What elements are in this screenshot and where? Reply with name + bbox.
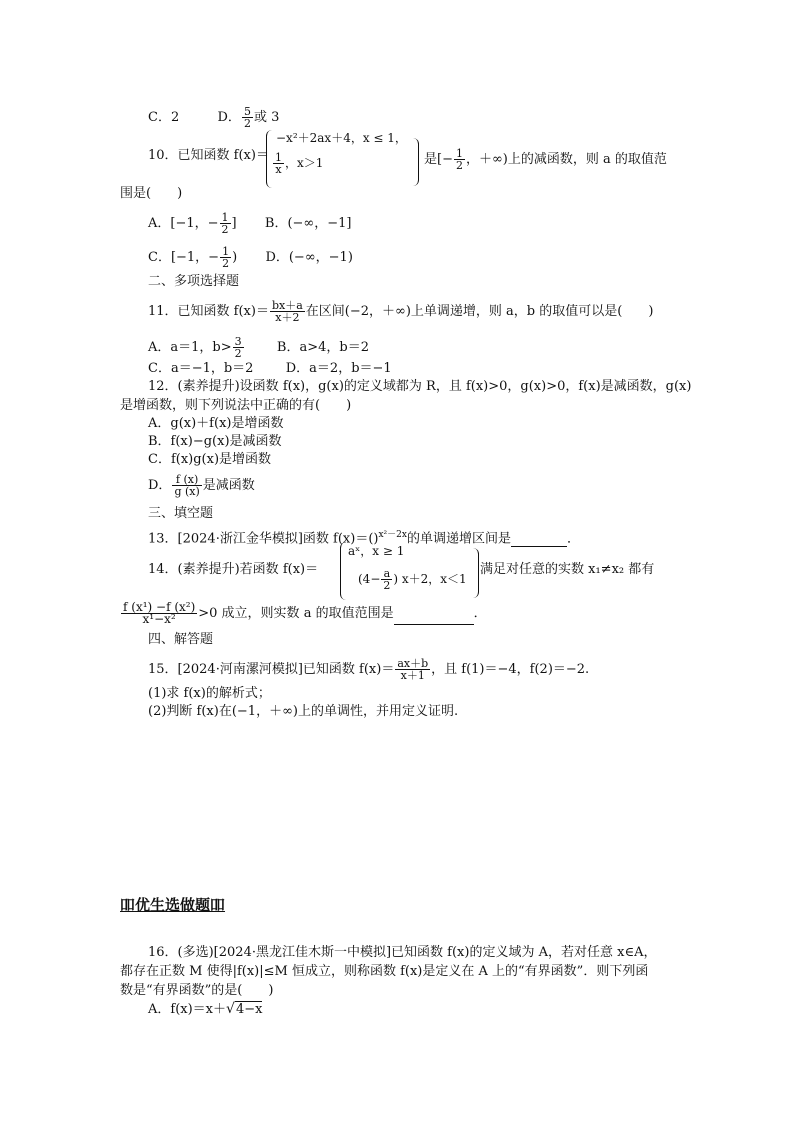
fraction-numerator: 5 xyxy=(243,105,251,118)
q13-suffix: 的单调递增区间是 xyxy=(406,531,511,547)
fraction-denominator: 2 xyxy=(243,117,251,130)
fraction-numerator: 1 xyxy=(222,245,230,258)
fraction-numerator: a xyxy=(381,568,392,580)
q14-prefix: 14．(素养提升)若函数 f(x)＝ xyxy=(148,562,319,577)
q14-case-2-suffix: ) x＋2，x＜1 xyxy=(393,572,467,586)
section-heading-answer: 四、解答题 xyxy=(148,632,214,647)
q12-option-d-prefix: D． xyxy=(148,478,172,493)
q10-case-1: −x²＋2ax＋4，x ≤ 1， xyxy=(276,131,407,145)
q11-option-a: A．a＝1，b> xyxy=(148,340,232,355)
q15-stem xyxy=(148,658,589,681)
q14-suffix: 满足对任意的实数 x₁≠x₂ 都有 xyxy=(480,562,655,577)
fraction-denominator: x¹−x² xyxy=(142,612,176,626)
q14-case-2 xyxy=(358,568,467,591)
q10-prefix: 10．已知函数 f(x)＝ xyxy=(148,148,269,163)
fraction-numerator: 3 xyxy=(234,335,242,348)
q10-options-ab xyxy=(148,212,351,235)
q15-part-2: (2)判断 f(x)在(−1，＋∞)上的单调性，并用定义证明. xyxy=(148,704,459,719)
fraction-denominator: 2 xyxy=(222,257,230,270)
fraction-numerator: f (x¹) −f (x²) xyxy=(123,600,196,614)
q13-exponent: x²－2x xyxy=(378,530,407,540)
q16-line-3: 数是“有界函数”的是( ) xyxy=(120,983,274,998)
fraction-denominator: 2 xyxy=(221,223,229,236)
fraction-denominator: x xyxy=(275,163,282,176)
q13-answer-blank[interactable] xyxy=(511,534,567,547)
q11-stem xyxy=(148,300,653,323)
q11-option-d: D．a＝2，b＝−1 xyxy=(285,361,392,376)
q11-suffix: 在区间(−2，＋∞)上单调递增，则 a，b 的取值可以是( ) xyxy=(305,304,654,319)
section-heading-fill-in: 三、填空题 xyxy=(148,506,214,521)
q14-answer-blank[interactable] xyxy=(394,612,474,625)
q9-options xyxy=(148,106,279,129)
fraction-denominator: g (x) xyxy=(174,485,200,498)
q10-option-a: A．[−1，− xyxy=(148,216,219,231)
q11-option-b: B．a>4，b＝2 xyxy=(276,340,369,355)
fraction-denominator: x＋2 xyxy=(275,311,300,324)
q9-option-d-prefix: D． xyxy=(217,110,241,125)
q15-prefix: 15．[2024·河南漯河模拟]已知函数 f(x)＝ xyxy=(148,662,395,677)
q15-part-1: (1)求 f(x)的解析式； xyxy=(148,686,271,701)
q10-case-2-tail: ，x＞1 xyxy=(285,156,324,170)
q10-case-2 xyxy=(272,152,323,175)
q10-option-a-end: ] xyxy=(231,216,237,231)
q12-option-a: A．g(x)＋f(x)是增函数 xyxy=(148,416,284,431)
fraction-numerator: f (x) xyxy=(172,474,201,486)
q10-options-cd xyxy=(148,246,353,269)
q12-option-d-suffix: 是减函数 xyxy=(202,478,255,493)
fraction-numerator: 1 xyxy=(275,151,282,164)
q11-option-c: C．a＝−1，b＝2 xyxy=(148,361,254,376)
q10-line-2: 围是( ) xyxy=(120,186,183,201)
q12-line-1: 12．(素养提升)设函数 f(x)，g(x)的定义域都为 R，且 f(x)>0，g(x)>0，f(x)是减函数，g(x) xyxy=(148,379,692,394)
sqrt-sign: √ xyxy=(226,1001,235,1017)
section-heading-multiple-choice: 二、多项选择题 xyxy=(148,274,240,289)
q16-line-2: 都存在正数 M 使得|f(x)|≤M 恒成立，则称函数 f(x)是定义在 A 上的“有界函数”．则下列函 xyxy=(120,964,649,979)
q15-suffix: ，且 f(1)＝−4，f(2)＝−2. xyxy=(431,662,590,677)
fraction-numerator: bx＋a xyxy=(271,299,303,312)
fraction-denominator: 2 xyxy=(234,347,242,360)
q12-option-c: C．f(x)g(x)是增函数 xyxy=(148,452,272,467)
q10-continuation xyxy=(424,148,667,171)
fraction-numerator: 1 xyxy=(455,147,463,160)
q13-prefix: 13．[2024·浙江金华模拟]函数 f(x)＝() xyxy=(148,531,379,547)
fraction-numerator: ax＋b xyxy=(397,657,429,670)
fraction-numerator: 1 xyxy=(221,211,229,224)
q14-case-1: aˣ，x ≥ 1 xyxy=(348,544,405,558)
q10-option-c: C．[−1，− xyxy=(148,250,220,265)
q12-line-2: 是增函数，则下列说法中正确的有( ) xyxy=(120,398,352,413)
q9-option-d-suffix: 或 3 xyxy=(253,110,280,125)
q13-end: ． xyxy=(566,531,580,547)
q10-right-brace xyxy=(410,138,419,186)
q12-option-d xyxy=(148,474,255,497)
q14-condition-tail: >0 成立，则实数 a 的取值范围是 xyxy=(198,606,394,621)
q16-option-a-prefix: A．f(x)＝x＋ xyxy=(148,1002,227,1017)
q9-option-c: C．2 xyxy=(148,110,180,125)
q11-prefix: 11．已知函数 f(x)＝ xyxy=(148,304,269,319)
q14-case-2-prefix: (4− xyxy=(358,572,381,586)
fraction-denominator: x＋1 xyxy=(400,669,425,682)
q16-line-1: 16．(多选)[2024·黑龙江佳木斯一中模拟]已知函数 f(x)的定义域为 A，若对任意 x∈A， xyxy=(148,945,657,960)
q11-options-cd xyxy=(148,361,392,377)
q10-option-c-end: ) xyxy=(232,250,238,265)
q11-options-ab xyxy=(148,336,369,359)
q10-mid-text-2: ，＋∞)上的减函数，则 a 的取值范 xyxy=(465,152,667,167)
q16-option-a xyxy=(148,1001,262,1018)
q10-option-d: D．(−∞，−1) xyxy=(265,250,353,265)
fraction-denominator: 2 xyxy=(455,159,463,172)
q16-option-a-radicand: 4−x xyxy=(235,1002,263,1017)
q10-mid-text-1: 是[− xyxy=(424,152,453,167)
q14-condition xyxy=(120,602,487,625)
fraction-denominator: 2 xyxy=(383,579,391,592)
q12-option-b: B．f(x)−g(x)是减函数 xyxy=(148,434,282,449)
q14-end: ． xyxy=(473,606,487,621)
section-heading-optional: 吅优生选做题吅 xyxy=(120,896,226,914)
q9-option-d-fraction xyxy=(242,106,253,129)
q14-right-brace xyxy=(470,548,479,598)
q10-option-b: B．(−∞，−1] xyxy=(264,216,352,231)
